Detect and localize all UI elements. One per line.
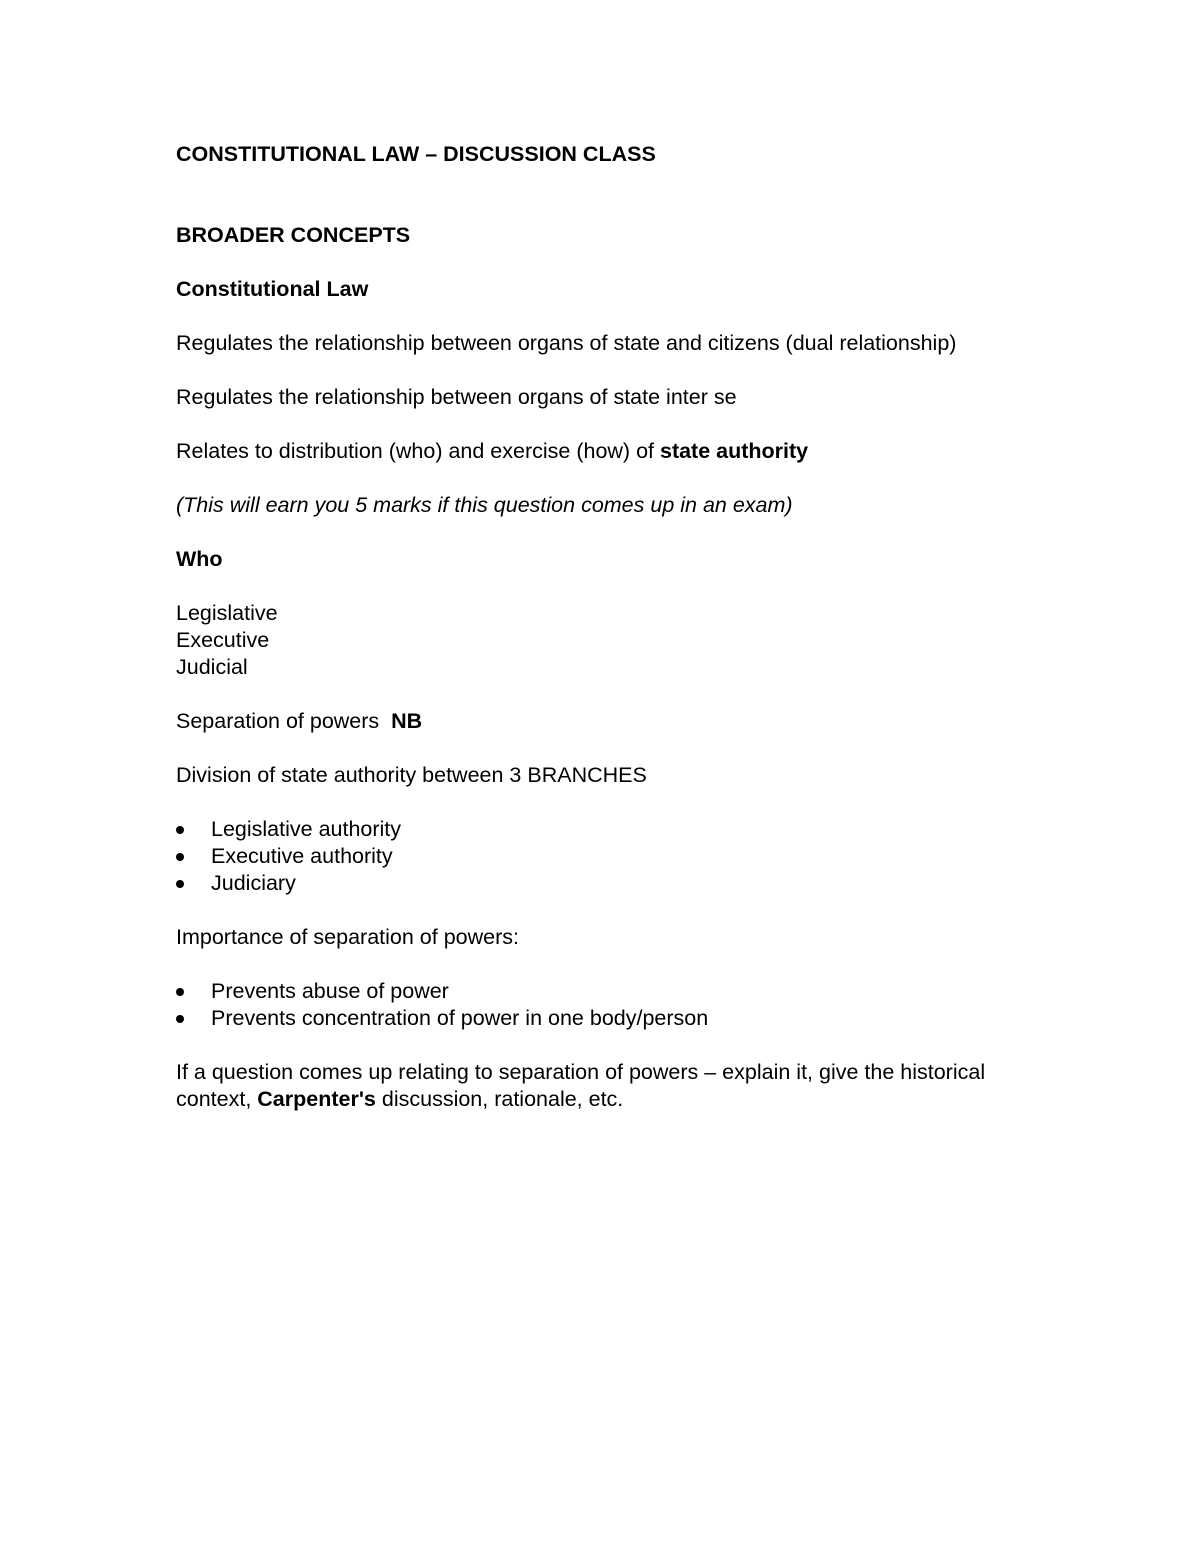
separation-of-powers-line [176,708,996,735]
separation-text: Separation of powers [176,709,392,733]
paragraph-inter-se: Regulates the relationship between organs of state inter se [176,385,737,409]
nb-emphasis: NB [391,709,423,733]
who-heading: Who [176,547,223,571]
list-item [176,1005,996,1032]
list-item-text: Executive authority [211,844,393,868]
bullet-icon [176,1015,184,1023]
who-list [176,600,996,681]
bullet-icon [176,988,184,996]
who-item: Legislative [176,601,278,625]
state-authority-emphasis: state authority [659,439,809,463]
document-content [176,141,996,1113]
bullet-icon [176,826,184,834]
exam-note: (This will earn you 5 marks if this question comes up in an exam) [176,493,793,517]
list-item [176,870,996,897]
document-title: CONSTITUTIONAL LAW – DISCUSSION CLASS [176,142,656,166]
division-line: Division of state authority between 3 BRANCHES [176,763,647,787]
list-item [176,978,996,1005]
bullet-icon [176,880,184,888]
importance-list [176,978,996,1032]
paragraph-state-authority-text: Relates to distribution (who) and exercise (how) of [176,439,660,463]
importance-heading: Importance of separation of powers: [176,925,519,949]
list-item-text: Prevents abuse of power [211,979,449,1003]
list-item-text: Judiciary [211,871,296,895]
who-item: Judicial [176,655,248,679]
closing-paragraph [176,1059,996,1113]
section-heading: BROADER CONCEPTS [176,223,411,247]
closing-text: If a question comes up relating to separation of powers – explain it, give the historical context, [176,1060,986,1111]
bullet-icon [176,853,184,861]
who-item: Executive [176,628,270,652]
list-item-text: Legislative authority [211,817,402,841]
branches-list [176,816,996,897]
list-item [176,816,996,843]
subheading: Constitutional Law [176,277,369,301]
closing-suffix: discussion, rationale, etc. [375,1087,624,1111]
paragraph-state-authority [176,438,996,465]
list-item [176,843,996,870]
carpenter-emphasis: Carpenter's [257,1087,376,1111]
paragraph-dual-relationship: Regulates the relationship between organs of state and citizens (dual relationship) [176,331,957,355]
list-item-text: Prevents concentration of power in one body/person [211,1006,709,1030]
